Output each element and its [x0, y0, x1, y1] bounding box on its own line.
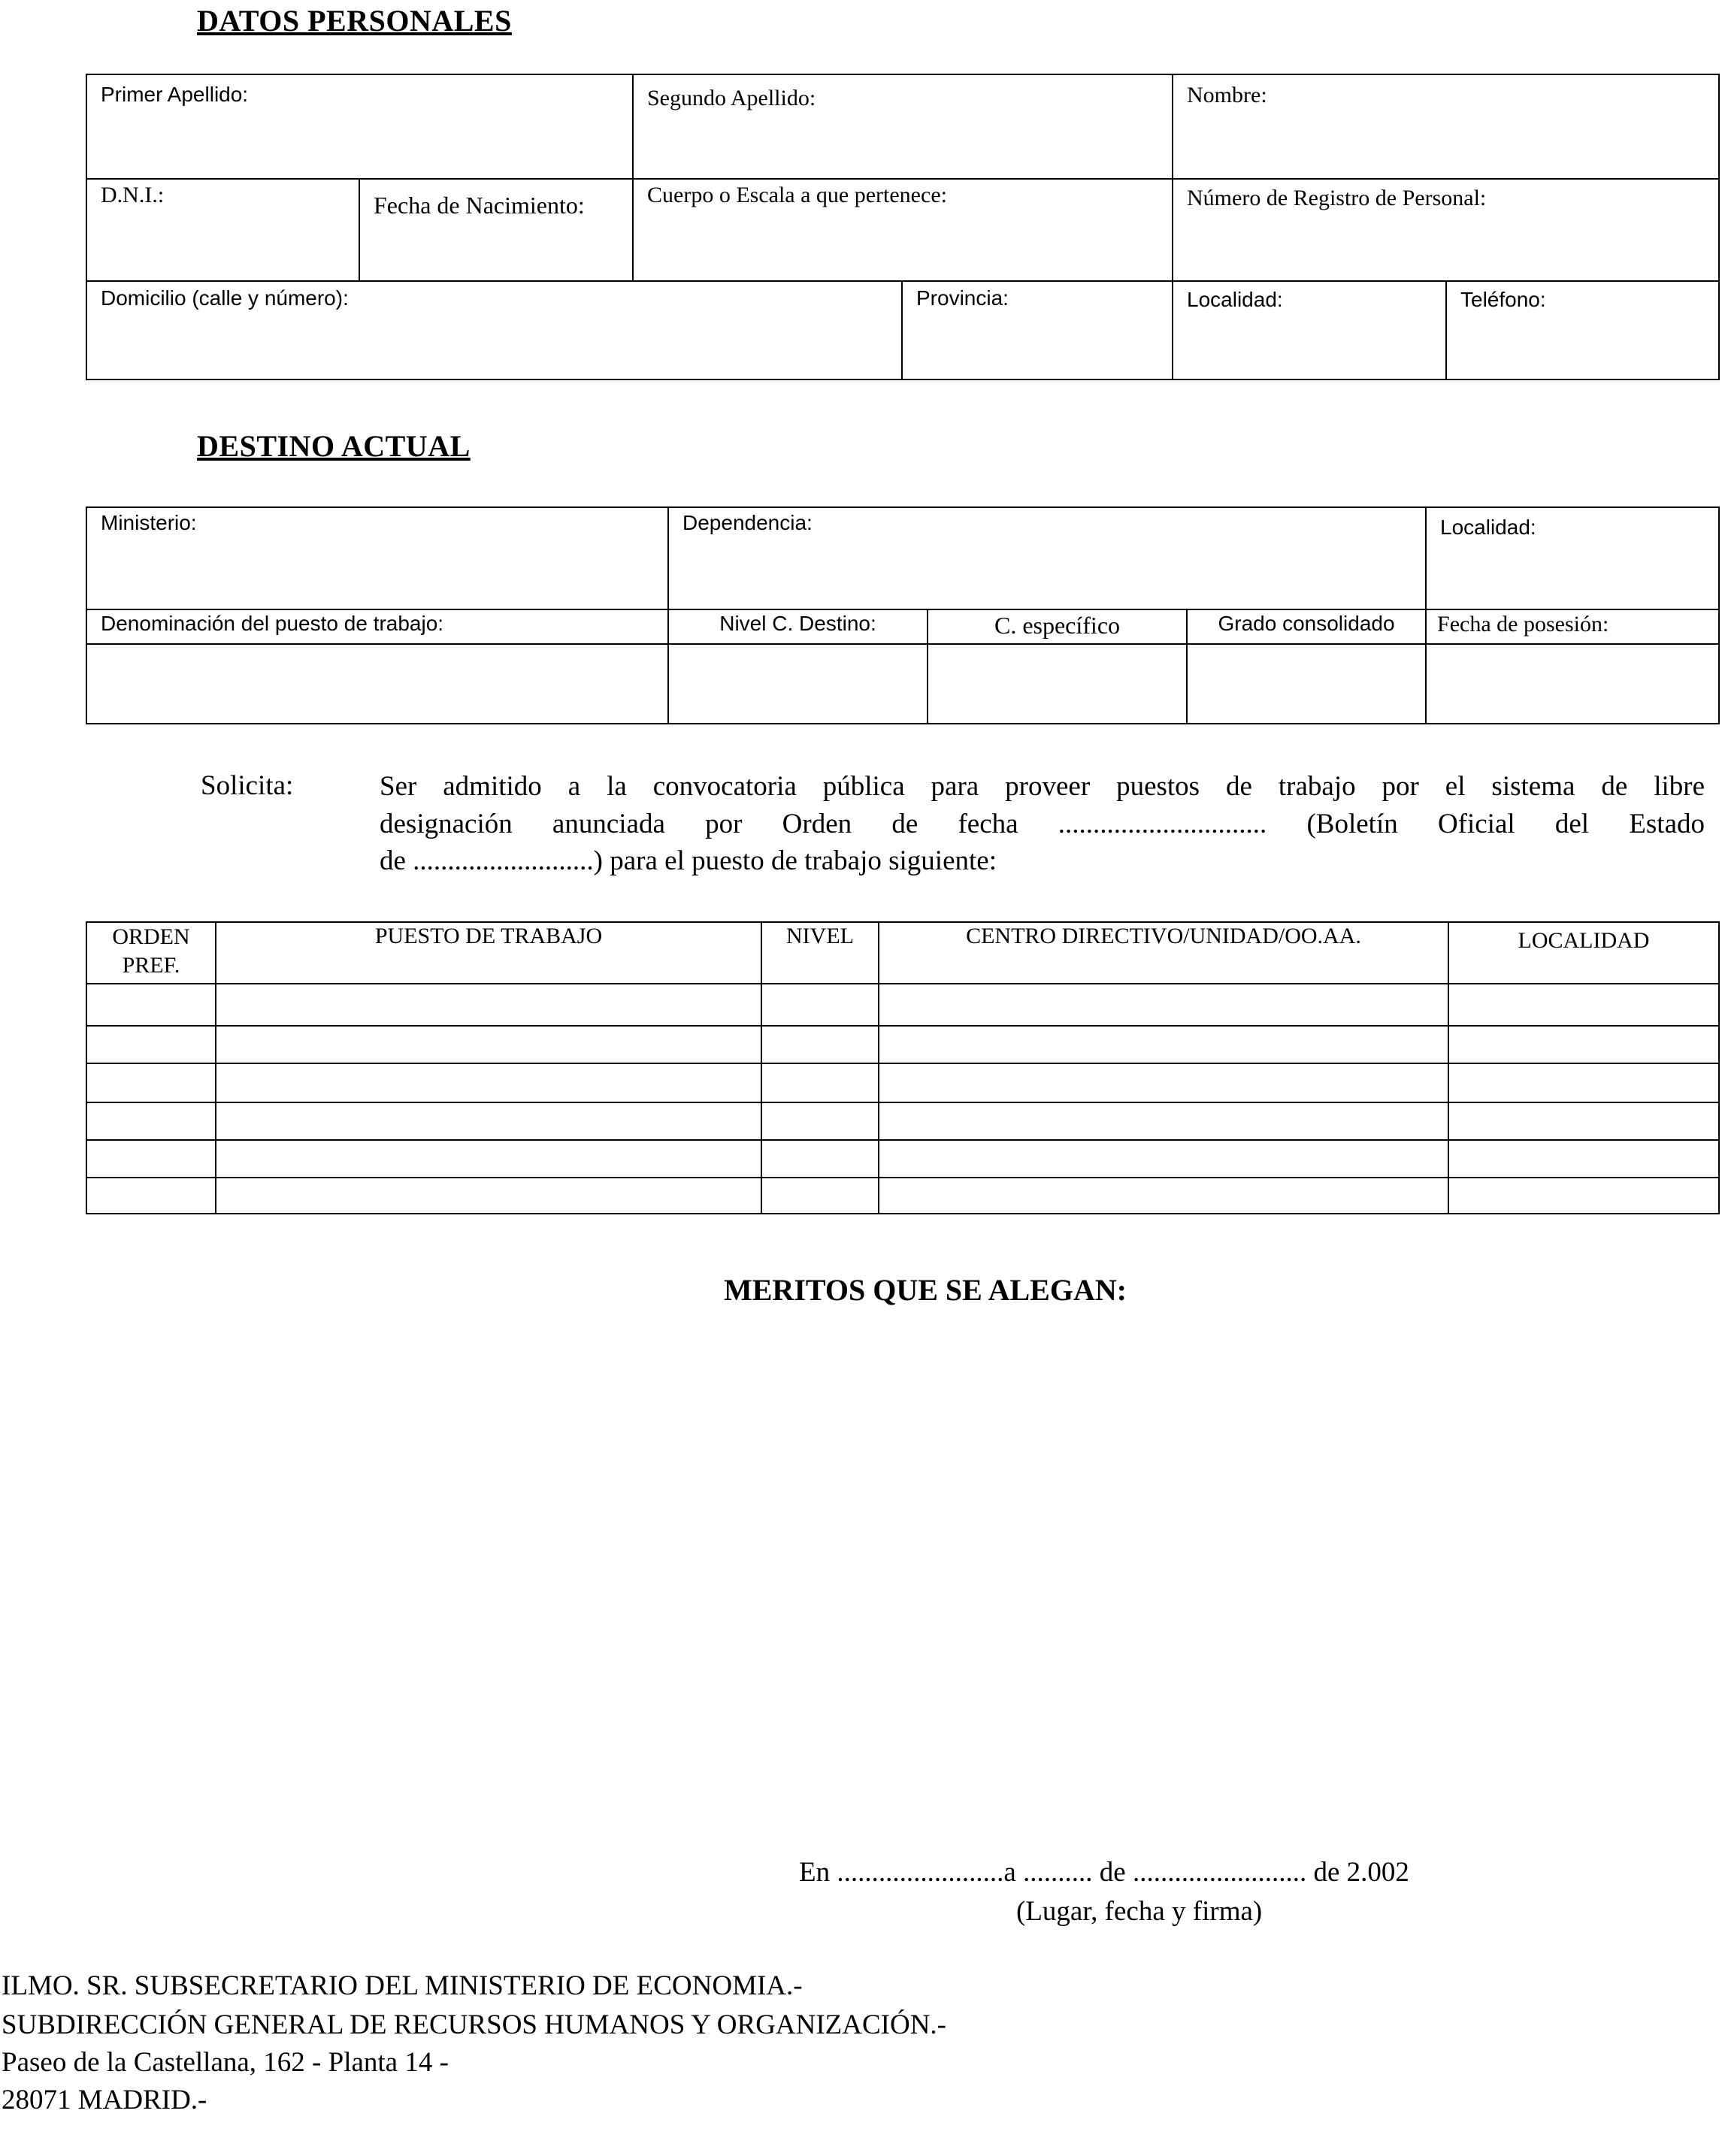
centro-cell[interactable]: [879, 1102, 1448, 1140]
nivel-cell[interactable]: [761, 1102, 879, 1140]
centro-cell[interactable]: [879, 1140, 1448, 1178]
destino-localidad-field[interactable]: Localidad:: [1426, 507, 1719, 609]
nrp-field[interactable]: Número de Registro de Personal:: [1173, 179, 1719, 281]
puesto-cell[interactable]: [216, 1026, 761, 1063]
destinatario-line-2: SUBDIRECCIÓN GENERAL DE RECURSOS HUMANOS Y ORGANIZACIÓN.-: [2, 2009, 947, 2040]
grado-label: Grado consolidado: [1187, 609, 1426, 644]
provincia-field[interactable]: Provincia:: [902, 281, 1173, 379]
destinatario-line-1: ILMO. SR. SUBSECRETARIO DEL MINISTERIO DE ECONOMIA.-: [2, 1970, 803, 2001]
nivel-cell[interactable]: [761, 984, 879, 1026]
puesto-cell[interactable]: [216, 1178, 761, 1214]
c-especifico-label: C. específico: [928, 609, 1187, 644]
nivel-header: NIVEL: [761, 922, 879, 984]
firma-subtitle: (Lugar, fecha y firma): [1016, 1896, 1263, 1927]
nivel-cell[interactable]: [761, 1063, 879, 1102]
puesto-cell[interactable]: [216, 984, 761, 1026]
datos-personales-table: [86, 74, 1720, 380]
puesto-header: PUESTO DE TRABAJO: [216, 922, 761, 984]
ministerio-field[interactable]: Ministerio:: [86, 507, 668, 609]
destinatario-line-3: Paseo de la Castellana, 162 - Planta 14 -: [2, 2047, 449, 2078]
domicilio-field[interactable]: Domicilio (calle y número):: [86, 281, 902, 379]
centro-header: CENTRO DIRECTIVO/UNIDAD/OO.AA.: [879, 922, 1448, 984]
solicitud-line-2: designación anunciada por Orden de fecha .............................. (Boletín Oficial del Estado: [380, 809, 1705, 839]
meritos-heading: MERITOS QUE SE ALEGAN:: [724, 1273, 1127, 1307]
denominacion-label: Denominación del puesto de trabajo:: [86, 609, 668, 644]
localidad-cell[interactable]: [1448, 1063, 1719, 1102]
destino-actual-heading: DESTINO ACTUAL: [197, 429, 471, 463]
localidad-cell[interactable]: [1448, 984, 1719, 1026]
segundo-apellido-field[interactable]: Segundo Apellido:: [633, 74, 1173, 179]
datos-personales-heading: DATOS PERSONALES: [197, 4, 512, 38]
centro-cell[interactable]: [879, 984, 1448, 1026]
centro-cell[interactable]: [879, 1178, 1448, 1214]
puesto-cell[interactable]: [216, 1063, 761, 1102]
localidad-cell[interactable]: [1448, 1026, 1719, 1063]
denominacion-field[interactable]: [86, 644, 668, 724]
centro-cell[interactable]: [879, 1026, 1448, 1063]
cuerpo-escala-field[interactable]: Cuerpo o Escala a que pertenece:: [633, 179, 1173, 281]
localidad-field[interactable]: Localidad:: [1173, 281, 1446, 379]
table-row: [86, 1102, 1719, 1140]
dependencia-field[interactable]: Dependencia:: [668, 507, 1426, 609]
nombre-field[interactable]: Nombre:: [1173, 74, 1719, 179]
c-especifico-field[interactable]: [928, 644, 1187, 724]
puestos-table: [86, 921, 1720, 1214]
solicitud-line-1: Ser admitido a la convocatoria pública para proveer puestos de trabajo por el sistema de libre: [380, 771, 1705, 802]
nivel-cell[interactable]: [761, 1140, 879, 1178]
orden-cell[interactable]: [86, 1178, 216, 1214]
table-row: [86, 1178, 1719, 1214]
orden-cell[interactable]: [86, 984, 216, 1026]
fecha-posesion-label: Fecha de posesión:: [1426, 609, 1719, 644]
dni-field[interactable]: D.N.I.:: [86, 179, 359, 281]
localidad-cell[interactable]: [1448, 1102, 1719, 1140]
orden-cell[interactable]: [86, 1102, 216, 1140]
nivel-destino-label: Nivel C. Destino:: [668, 609, 928, 644]
orden-cell[interactable]: [86, 1063, 216, 1102]
table-row: [86, 1140, 1719, 1178]
primer-apellido-field[interactable]: Primer Apellido:: [86, 74, 633, 179]
puesto-cell[interactable]: [216, 1102, 761, 1140]
orden-cell[interactable]: [86, 1140, 216, 1178]
puesto-cell[interactable]: [216, 1140, 761, 1178]
solicitud-line-3: de ..........................) para el puesto de trabajo siguiente:: [380, 845, 997, 876]
nivel-destino-field[interactable]: [668, 644, 928, 724]
centro-cell[interactable]: [879, 1063, 1448, 1102]
localidad-cell[interactable]: [1448, 1140, 1719, 1178]
localidad-header: LOCALIDAD: [1448, 922, 1719, 984]
nivel-cell[interactable]: [761, 1026, 879, 1063]
table-row: [86, 984, 1719, 1026]
nivel-cell[interactable]: [761, 1178, 879, 1214]
table-row: [86, 1026, 1719, 1063]
grado-field[interactable]: [1187, 644, 1426, 724]
meritos-area[interactable]: [86, 1323, 1718, 1864]
destino-actual-table: [86, 506, 1720, 724]
destinatario-line-4: 28071 MADRID.-: [2, 2085, 207, 2115]
orden-header: ORDEN PREF.: [86, 922, 216, 984]
telefono-field[interactable]: Teléfono:: [1446, 281, 1719, 379]
fecha-nacimiento-field[interactable]: Fecha de Nacimiento:: [359, 179, 633, 281]
table-row: [86, 1063, 1719, 1102]
localidad-cell[interactable]: [1448, 1178, 1719, 1214]
firma-line: En ........................a .......... de ......................... de 2.002: [799, 1857, 1409, 1888]
solicita-label: Solicita:: [201, 770, 294, 801]
fecha-posesion-field[interactable]: [1426, 644, 1719, 724]
orden-cell[interactable]: [86, 1026, 216, 1063]
